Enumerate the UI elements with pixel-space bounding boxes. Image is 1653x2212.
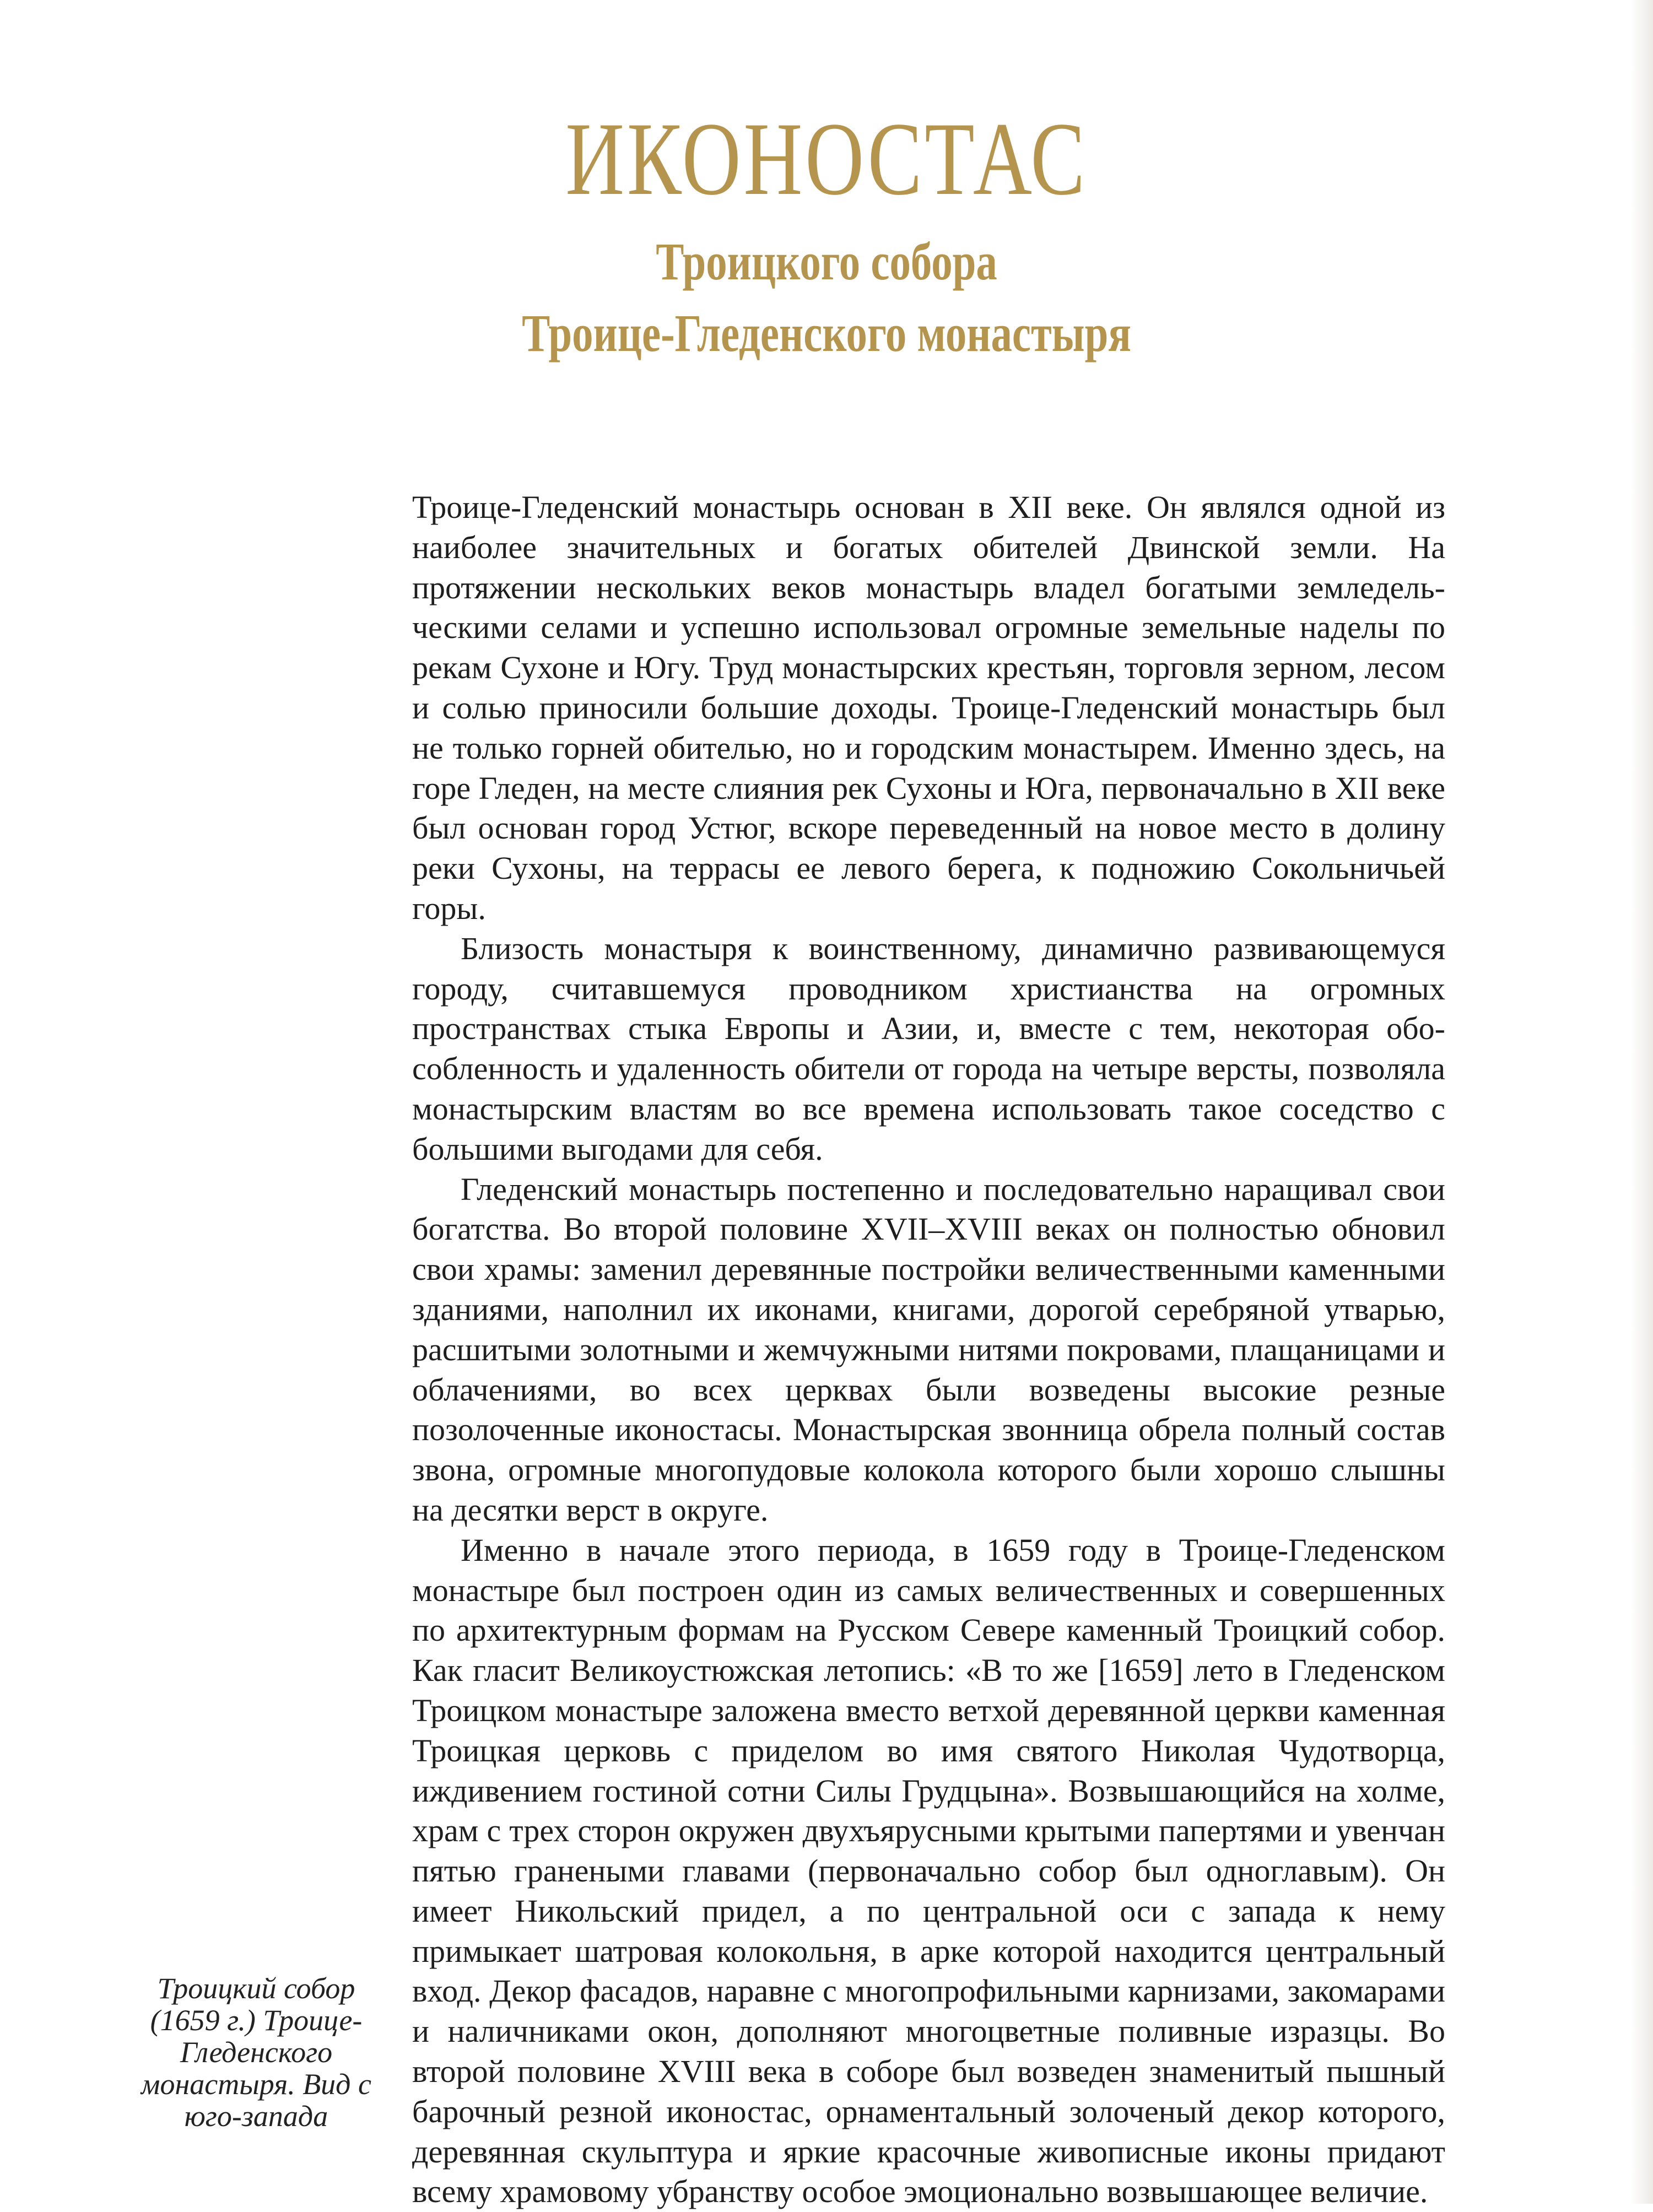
paragraph-2: Близость монастыря к воинственному, динамично развивающемуся городу, считавшемуся проводником христианства на огромных пространствах стыка Европы и Азии, и, вместе с тем, некоторая обособленность и удаленность обители от города на четыре версты, позволяла монастырским властям во все времена использовать такое соседство с большими выгодами для себя. [412, 930, 1445, 1167]
page-title: ИКОНОСТАС [565, 101, 1088, 217]
page-edge-shadow [1631, 0, 1653, 2204]
paragraph-3: Гледенский монастырь постепенно и последовательно наращивал свои богатства. Во второй половине XVII–XVIII веках он полностью обновил свои храмы: заменил деревянные постройки величественными каменными зданиями, наполнил их иконами, книгами, дорогой серебряной утварью, расшитыми золотными и жемчужными нитями покровами, плащаницами и облачениями, во всех церквах были возведены высокие резные позолоченные иконостасы. Монастырская звонница обрела полный состав звона, огромные многопудовые колокола которого были хорошо слышны на десятки верст в округе. [412, 1171, 1445, 1528]
subtitle-line-1: Троицкого собора [656, 232, 997, 291]
photo-caption: Троицкий собор (1659 г.) Троице-Гледенского монастыря. Вид с юго-запада [141, 1972, 371, 2133]
page-subtitle [165, 226, 1488, 369]
subtitle-line-2: Троице-Гледенского монастыря [522, 304, 1131, 363]
body-text [412, 488, 1445, 2212]
paragraph-4: Именно в начале этого периода, в 1659 году в Троице-Гледенском монастыре был построен один из самых величественных и совершенных по архитектурным формам на Русском Севере каменный Троицкий собор. Как гласит Великоустюжская летопись: «В то же [1659] лето в Гледенском Троицком монастыре заложена вместо ветхой деревянной церкви каменная Троицкая церковь с приделом во имя святого Николая Чудотворца, иждивением гостиной сотни Силы Грудцына». Возвышающийся на холме, храм с трех сторон окружен двухъярусными крытыми папертями и увенчан пятью гранеными главами (первоначально собор был одноглавым). Он имеет Никольский придел, а по центральной оси с запада к нему примыкает шатровая колокольня, в арке которой находится центральный вход. Декор фасадов, наравне с многопрофильными карнизами, закомарами и наличниками окон, дополняют многоцветные поливные изразцы. Во второй половине XVIII века в соборе был возведен знаменитый пышный барочный резной иконостас, орнаментальный золоченый декор которого, деревянная скульптура и яркие красочные живописные иконы придают всему храмовому убранству особое эмоционально возвышающее величие. [412, 1532, 1445, 2210]
paragraph-1: Троице-Гледенский монастырь основан в XII веке. Он являлся одной из наиболее значительных и богатых обителей Двинской земли. На протяжении нескольких веков монастырь владел богатыми земледельческими селами и успешно использовал огромные земельные наделы по рекам Сухоне и Югу. Труд монастырских крестьян, торговля зерном, лесом и солью приносили большие доходы. Троице-Гледенский монастырь был не только горней обителью, но и городским монастырем. Именно здесь, на горе Гледен, на месте слияния рек Сухоны и Юга, первоначально в XII веке был основан город Устюг, вскоре переведенный на новое место в долину реки Сухоны, на террасы ее левого берега, к подножию Сокольничьей горы. [412, 489, 1445, 926]
